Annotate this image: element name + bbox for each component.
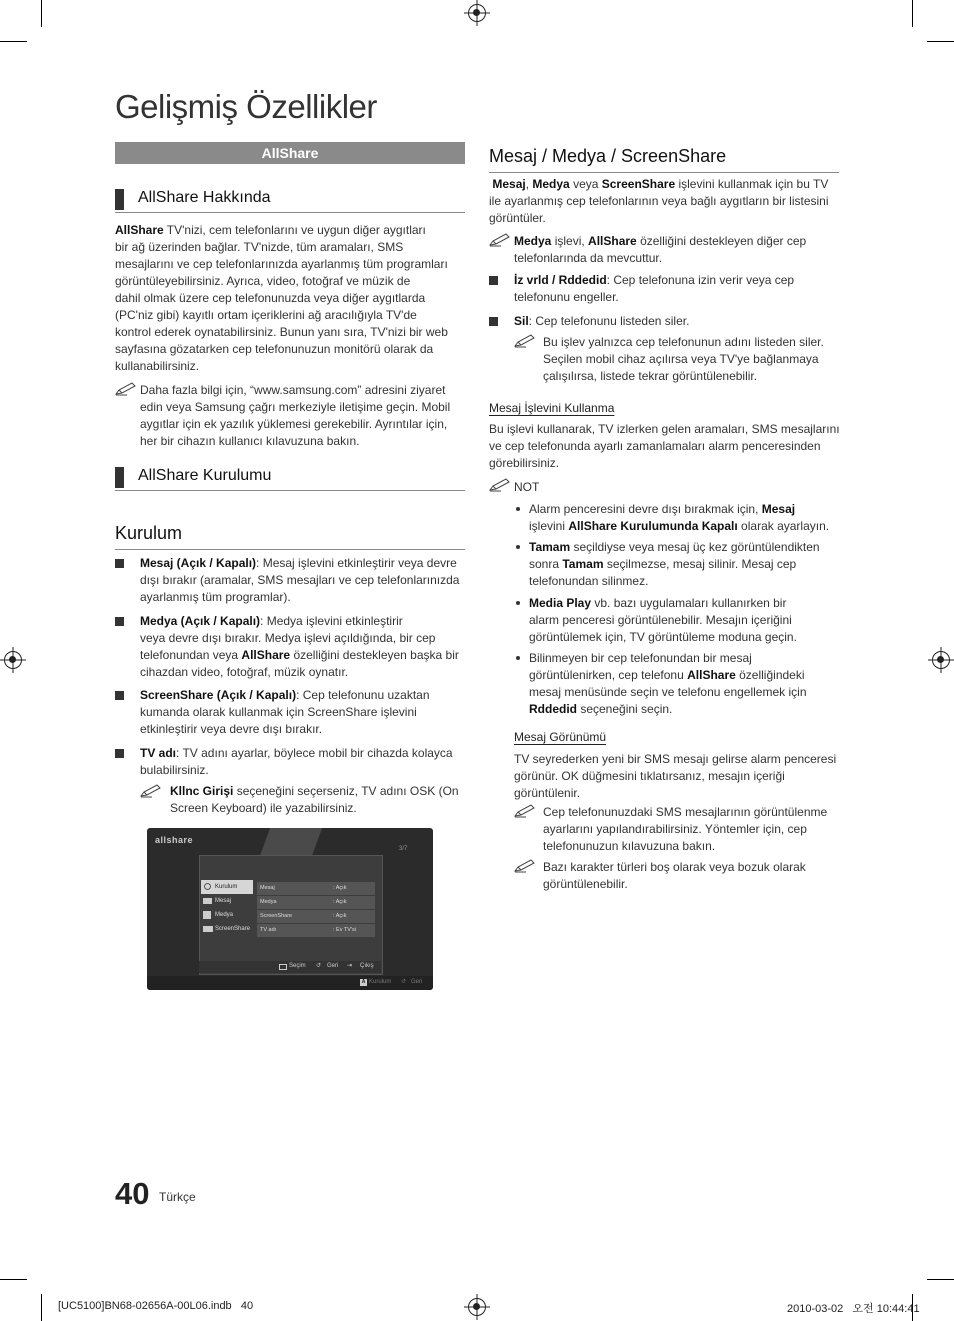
screen-icon bbox=[203, 926, 213, 932]
text-line: kullanabilirsiniz. bbox=[115, 359, 200, 373]
row-value: : Açık bbox=[333, 885, 347, 891]
osd-row[interactable] bbox=[257, 924, 375, 937]
text-line: mesaj menüsünde seçin ve telefonu engellemek için bbox=[529, 685, 807, 699]
bold-term: Medya bbox=[532, 177, 570, 191]
text: sonra bbox=[529, 557, 563, 571]
bold-term: İz vrld / Rddedid bbox=[514, 273, 607, 287]
osd-settings-table bbox=[257, 882, 375, 938]
about-note bbox=[140, 382, 465, 450]
row-label: Medya bbox=[260, 899, 277, 905]
bullet-square-icon bbox=[115, 617, 124, 626]
bullet-square-icon bbox=[115, 559, 124, 568]
text: : Mesaj işlevini etkinleştirir veya devre bbox=[256, 556, 457, 570]
text-line: görüntülemek için, TV görüntüleme moduna geçin. bbox=[529, 630, 797, 644]
text-line: kumanda olarak kullanmak için ScreenShare işlevini bbox=[140, 705, 417, 719]
bold-term: Medya bbox=[514, 234, 552, 248]
return-icon: ↺ bbox=[316, 963, 322, 969]
text-line: görüntüler. bbox=[489, 211, 546, 225]
registration-mark-icon bbox=[932, 651, 950, 669]
text-line: bulabilirsiniz. bbox=[140, 763, 209, 777]
not-bullet-1 bbox=[529, 501, 841, 535]
text: olarak ayarlayın. bbox=[737, 519, 830, 533]
gear-icon bbox=[204, 883, 211, 890]
allow-block-item bbox=[514, 272, 839, 306]
music-icon bbox=[203, 911, 211, 919]
enter-icon bbox=[279, 964, 287, 970]
view-note-1 bbox=[543, 804, 843, 855]
bullet-dot-icon bbox=[516, 507, 520, 511]
osd-bottom-bar bbox=[147, 976, 433, 990]
bold-term: Mesaj (Açık / Kapalı) bbox=[140, 556, 257, 570]
not-label: NOT bbox=[514, 480, 540, 494]
bold-term: AllShare bbox=[588, 234, 637, 248]
text: : Medya işlevini etkinleştirir bbox=[260, 614, 403, 628]
bold-term: AllShare bbox=[687, 668, 736, 682]
text-line: Seçilen mobil cihaz açılırsa veya TV'ye bağlanmaya bbox=[543, 352, 819, 366]
text-line: (PC'niz gibi) kayıtlı ortam içeriklerini ağ aracılığıyla TV'de bbox=[115, 308, 417, 322]
note-pencil-icon bbox=[514, 859, 536, 878]
bold-term: AllShare bbox=[241, 648, 291, 662]
row-value: : Ev TV'si bbox=[333, 927, 356, 933]
menu-label: Mesaj bbox=[215, 898, 232, 904]
bullet-square-icon bbox=[489, 276, 498, 285]
text-line: edin veya Samsung çağrı merkeziyle iletişime geçin. Mobil bbox=[140, 400, 451, 414]
bottom-back-label: Geri bbox=[411, 979, 423, 985]
crop-mark bbox=[0, 1279, 27, 1280]
bullet-square-icon bbox=[115, 749, 124, 758]
text: , bbox=[525, 177, 533, 191]
text: özelliğini destekleyen diğer cep bbox=[636, 234, 807, 248]
text-line: Screen Keyboard) ile yazabilirsiniz. bbox=[170, 801, 357, 815]
text: seçeneğini seçerseniz, TV adını OSK (On bbox=[233, 784, 459, 798]
view-note-2 bbox=[543, 859, 843, 893]
text-line: telefonunuzun kılavuzuna bakın. bbox=[543, 839, 716, 853]
mesaj-medya-screenshare-heading: Mesaj / Medya / ScreenShare bbox=[489, 146, 839, 173]
crop-mark bbox=[912, 0, 913, 27]
bullet-dot-icon bbox=[516, 601, 520, 605]
row-label: TV adı bbox=[260, 927, 277, 933]
bullet-dot-icon bbox=[516, 656, 520, 660]
kurulum-item-medya bbox=[140, 613, 465, 681]
text-line: görüntülenebilir. bbox=[543, 877, 628, 891]
allshare-about-heading bbox=[115, 189, 465, 213]
row-value: : Açık bbox=[333, 913, 347, 919]
text: özelliğini destekleyen başka bir bbox=[290, 648, 459, 662]
nav-select-label: Seçim bbox=[289, 963, 306, 969]
text-line: Daha fazla bilgi için, “www.samsung.com” adresini ziyaret bbox=[140, 383, 446, 397]
text: veya bbox=[569, 177, 602, 191]
osd-nav-bar bbox=[199, 961, 381, 973]
text: özelliğindeki bbox=[735, 668, 805, 682]
right-intro bbox=[489, 176, 839, 227]
bold-term: ScreenShare bbox=[601, 177, 676, 191]
page-number: 40 bbox=[115, 1176, 150, 1211]
text-line: görüntülenir. bbox=[514, 786, 581, 800]
menu-label: Kurulum bbox=[215, 884, 238, 890]
osd-row[interactable] bbox=[257, 910, 375, 923]
osd-row[interactable] bbox=[257, 896, 375, 909]
medya-note bbox=[514, 233, 839, 267]
delete-note bbox=[543, 334, 839, 385]
text-line: telefonunu engeller. bbox=[514, 290, 619, 304]
text: : Cep telefonunu uzaktan bbox=[296, 688, 430, 702]
print-file-info: [UC5100]BN68-02656A-00L06.indb 40 bbox=[58, 1300, 254, 1312]
menu-label: ScreenShare bbox=[215, 926, 251, 932]
kurulum-item-screenshare bbox=[140, 687, 465, 738]
text: telefonundan veya bbox=[140, 648, 242, 662]
allshare-about-paragraph bbox=[115, 222, 465, 375]
not-bullet-3 bbox=[529, 595, 841, 646]
text-line: ve cep telefonunda ayarlı zamanlamaları alarm penceresinden bbox=[489, 439, 821, 453]
text-line: dışı bırakır (aramalar, SMS mesajları ve cep telefonlarınızda bbox=[140, 573, 460, 587]
bold-term: Kllnc Girişi bbox=[170, 784, 234, 798]
text: seçeneğini seçin. bbox=[577, 702, 673, 716]
text-line: sayfasına gözatarken cep telefonunuzun monitörü olarak da bbox=[115, 342, 434, 356]
note-pencil-icon bbox=[514, 334, 536, 353]
osd-menu bbox=[201, 880, 253, 936]
language-label: Türkçe bbox=[159, 1190, 196, 1204]
text-line: Cep telefonunuzdaki SMS mesajlarının görüntülenme bbox=[543, 805, 828, 819]
return-icon: ↺ bbox=[401, 979, 407, 985]
text-line: TV seyrederken yeni bir SMS mesajı gelirse alarm penceresi bbox=[514, 752, 837, 766]
kurulum-item-tv-name bbox=[140, 745, 465, 779]
crop-mark bbox=[927, 41, 954, 42]
note-pencil-icon bbox=[489, 478, 511, 497]
text-line: aygıtlar için ek yazılık yüklemesi gerekebilir. Ayrıntılar için, bbox=[140, 417, 448, 431]
text: : TV adını ayarlar, böylece mobil bir cihazda kolayca bbox=[176, 746, 453, 760]
row-label: ScreenShare bbox=[260, 913, 293, 919]
crop-mark bbox=[41, 0, 42, 27]
crop-mark bbox=[0, 41, 27, 42]
text-line: telefonlarında da mevcuttur. bbox=[514, 251, 663, 265]
bold-term: Tamam bbox=[529, 540, 571, 554]
heading-marker-icon bbox=[115, 189, 124, 210]
kurulum-item-mesaj bbox=[140, 555, 465, 606]
message-icon bbox=[203, 898, 212, 904]
text-line: Bazı karakter türleri boş olarak veya bozuk olarak bbox=[543, 860, 806, 874]
bold-term: TV adı bbox=[140, 746, 177, 760]
bold-term: Mesaj bbox=[492, 177, 526, 191]
text-line: her bir cihazın kullanıcı kılavuzuna bakın. bbox=[140, 434, 360, 448]
text: görüntülenirken, cep telefonu bbox=[529, 668, 688, 682]
osd-menu-item[interactable] bbox=[201, 880, 253, 894]
text-line: Bu işlevi kullanarak, TV izlerken gelen aramaları, SMS mesajlarını bbox=[489, 422, 840, 436]
a-button-icon: A bbox=[361, 979, 366, 985]
allshare-setup-screenshot bbox=[147, 828, 433, 990]
registration-mark-icon bbox=[4, 651, 22, 669]
text-line: mesajlarını ve cep telefonlarınızda ayarlanmış tüm programları bbox=[115, 257, 448, 271]
note-pencil-icon bbox=[140, 784, 162, 803]
note-pencil-icon bbox=[115, 382, 137, 401]
bold-term: Medya (Açık / Kapalı) bbox=[140, 614, 261, 628]
row-label: Mesaj bbox=[260, 885, 275, 891]
osd-menu-item[interactable] bbox=[201, 894, 253, 908]
kurulum-heading: Kurulum bbox=[115, 523, 465, 550]
message-view-heading: Mesaj Görünümü bbox=[514, 730, 607, 744]
heading-marker-icon bbox=[115, 467, 124, 488]
text-line: çalışılırsa, listede tekrar görüntülenebilir. bbox=[543, 369, 758, 383]
text-line: etkinleştirir veya devre dışı bırakır. bbox=[140, 722, 323, 736]
heading-text: AllShare Kurulumu bbox=[138, 467, 272, 484]
text-line: dahil olmak üzere cep telefonunuzda veya diğer aygıtlarda bbox=[115, 291, 426, 305]
osd-menu-item[interactable] bbox=[201, 908, 253, 922]
text: seçilmezse, mesaj silinir. Mesaj cep bbox=[603, 557, 797, 571]
print-date-info: 2010-03-02 오전 10:44:41 bbox=[787, 1303, 920, 1315]
text-line: Bu işlev yalnızca cep telefonunun adını listeden siler. bbox=[543, 335, 824, 349]
text: işlevini kullanmak için bu TV bbox=[675, 177, 829, 191]
tv-name-note bbox=[170, 783, 468, 817]
registration-mark-icon bbox=[468, 4, 486, 22]
menu-label: Medya bbox=[215, 912, 234, 918]
bold-term: Tamam bbox=[562, 557, 604, 571]
message-view-paragraph bbox=[514, 751, 844, 802]
page-indicator: 3/7 bbox=[399, 846, 408, 852]
text-line: ile ayarlanmış cep telefonlarının veya bağlı aygıtların bir listesini bbox=[489, 194, 829, 208]
exit-icon: ⇥ bbox=[347, 963, 353, 969]
bullet-square-icon bbox=[115, 691, 124, 700]
nav-exit-label: Çıkış bbox=[360, 963, 374, 969]
crop-mark bbox=[927, 1279, 954, 1280]
text-line: alarm penceresi görüntülenebilir. Mesajın içeriğini bbox=[529, 613, 792, 627]
bold-term: Mesaj bbox=[761, 502, 796, 516]
text: : Cep telefonunu listeden siler. bbox=[528, 314, 690, 328]
message-function-heading: Mesaj İşlevini Kullanma bbox=[489, 401, 615, 415]
osd-row[interactable] bbox=[257, 882, 375, 895]
not-bullet-4 bbox=[529, 650, 841, 718]
text: seçildiyse veya mesaj üç kez görüntülendikten bbox=[570, 540, 820, 554]
text-line: ayarlanmış tüm programlar). bbox=[140, 590, 291, 604]
menu-tab-shape bbox=[260, 828, 322, 856]
note-pencil-icon bbox=[489, 233, 511, 252]
delete-item bbox=[514, 313, 839, 330]
text-line: kontrol ederek oynatabilirsiniz. Bunun yanı sıra, TV'nizi bir web bbox=[115, 325, 448, 339]
bold-term: ScreenShare (Açık / Kapalı) bbox=[140, 688, 297, 702]
bold-term: Rddedid bbox=[529, 702, 577, 716]
not-bullet-2 bbox=[529, 539, 841, 590]
text: vb. bazı uygulamaları kullanırken bir bbox=[591, 596, 787, 610]
bold-term: AllShare bbox=[115, 223, 164, 237]
text: : Cep telefonuna izin verir veya cep bbox=[606, 273, 795, 287]
crop-mark bbox=[41, 1294, 42, 1321]
section-bar: AllShare bbox=[115, 142, 465, 164]
text-line: cihazdan video, fotoğraf, müzik oynatır. bbox=[140, 665, 349, 679]
bold-term: AllShare Kurulumunda Kapalı bbox=[568, 519, 738, 533]
bullet-square-icon bbox=[489, 317, 498, 326]
text-line: telefonundan silinmez. bbox=[529, 574, 649, 588]
text: Alarm penceresini devre dışı bırakmak için, bbox=[529, 502, 762, 516]
text-line: Bilinmeyen bir cep telefonundan bir mesaj bbox=[529, 651, 752, 665]
bold-term: Media Play bbox=[529, 596, 592, 610]
bottom-setup-label: Kurulum bbox=[369, 979, 392, 985]
allshare-setup-heading bbox=[115, 467, 465, 491]
text: işlevini bbox=[529, 519, 569, 533]
text-line: veya devre dışı bırakır. Medya işlevi açıldığında, bir cep bbox=[140, 631, 436, 645]
text-line: görüntüleyebilirsiniz. Ayrıca, video, fotoğraf ve müzik de bbox=[115, 274, 411, 288]
note-pencil-icon bbox=[514, 804, 536, 823]
text: işlevi, bbox=[551, 234, 589, 248]
text-line: bir ağ üzerinden bağlar. TV'nizde, tüm aramaları, SMS bbox=[115, 240, 404, 254]
row-value: : Açık bbox=[333, 899, 347, 905]
text: TV'nizi, cem telefonlarını ve uygun diğer aygıtları bbox=[163, 223, 426, 237]
bullet-dot-icon bbox=[516, 545, 520, 549]
page-title: Gelişmiş Özellikler bbox=[115, 88, 377, 125]
text-line: görebilirsiniz. bbox=[489, 456, 560, 470]
text-line: ayarlarını yapılandırabilirsiniz. Yöntemler için, cep bbox=[543, 822, 807, 836]
message-function-paragraph bbox=[489, 421, 844, 472]
registration-mark-icon bbox=[468, 1298, 486, 1316]
text-line: görünür. OK düğmesini tıklatırsanız, mesajın içeriği bbox=[514, 769, 785, 783]
osd-menu-item[interactable] bbox=[201, 922, 253, 936]
bold-term: Sil bbox=[514, 314, 529, 328]
allshare-logo: allshare bbox=[155, 835, 194, 845]
heading-text: AllShare Hakkında bbox=[138, 189, 271, 206]
nav-back-label: Geri bbox=[327, 963, 339, 969]
